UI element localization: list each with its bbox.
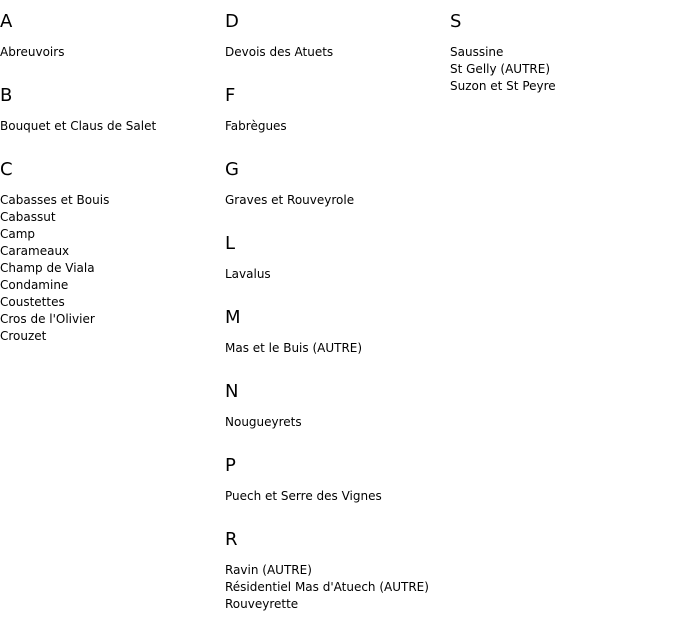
list-item[interactable]: Nougueyrets	[225, 415, 302, 429]
letter-group-s	[450, 10, 670, 93]
list-item[interactable]: St Gelly (AUTRE)	[450, 62, 551, 76]
group-letter: A	[0, 11, 13, 32]
list-item[interactable]: Résidentiel Mas d'Atuech (AUTRE)	[225, 580, 429, 594]
index-column-3	[450, 10, 670, 93]
list-item[interactable]: Coustettes	[0, 295, 65, 309]
list-item[interactable]: Fabrègues	[225, 119, 287, 133]
list-item[interactable]: Cabassut	[0, 210, 56, 224]
list-item[interactable]: Cros de l'Olivier	[0, 312, 95, 326]
list-item[interactable]: Ravin (AUTRE)	[225, 563, 312, 577]
index-column-2	[225, 10, 445, 611]
group-items	[0, 192, 220, 345]
list-item[interactable]: Rouveyrette	[225, 597, 299, 611]
list-item[interactable]: Bouquet et Claus de Salet	[0, 119, 157, 133]
letter-group-r	[225, 528, 445, 611]
group-items	[225, 340, 445, 357]
list-item[interactable]: Abreuvoirs	[0, 45, 65, 59]
letter-group-d	[225, 10, 445, 84]
list-item[interactable]: Suzon et St Peyre	[450, 79, 556, 93]
group-letter: L	[225, 233, 236, 254]
group-items	[450, 44, 670, 95]
group-letter: S	[450, 11, 462, 32]
letter-group-n	[225, 380, 445, 454]
group-letter: D	[225, 11, 239, 32]
list-item[interactable]: Condamine	[0, 278, 69, 292]
group-items	[225, 414, 445, 431]
group-letter: M	[225, 307, 241, 328]
group-letter: G	[225, 159, 239, 180]
group-letter: F	[225, 85, 236, 106]
group-letter: P	[225, 455, 236, 476]
group-items	[225, 488, 445, 505]
letter-group-a	[0, 10, 220, 84]
list-item[interactable]: Puech et Serre des Vignes	[225, 489, 382, 503]
group-items	[225, 562, 445, 613]
group-items	[225, 192, 445, 209]
group-letter: C	[0, 159, 13, 180]
list-item[interactable]: Graves et Rouveyrole	[225, 193, 355, 207]
group-letter: R	[225, 529, 238, 550]
list-item[interactable]: Lavalus	[225, 267, 271, 281]
letter-group-c	[0, 158, 220, 343]
group-items	[0, 118, 220, 135]
list-item[interactable]: Carameaux	[0, 244, 70, 258]
list-item[interactable]: Camp	[0, 227, 36, 241]
list-item[interactable]: Champ de Viala	[0, 261, 95, 275]
list-item[interactable]: Cabasses et Bouis	[0, 193, 110, 207]
letter-group-b	[0, 84, 220, 158]
list-item[interactable]: Saussine	[450, 45, 504, 59]
group-items	[0, 44, 220, 61]
group-items	[225, 118, 445, 135]
letter-group-f	[225, 84, 445, 158]
letter-group-p	[225, 454, 445, 528]
letter-group-g	[225, 158, 445, 232]
list-item[interactable]: Mas et le Buis (AUTRE)	[225, 341, 363, 355]
group-items	[225, 266, 445, 283]
letter-group-m	[225, 306, 445, 380]
index-column-1	[0, 10, 220, 343]
group-letter: B	[0, 85, 13, 106]
letter-group-l	[225, 232, 445, 306]
group-letter: N	[225, 381, 239, 402]
list-item[interactable]: Devois des Atuets	[225, 45, 334, 59]
list-item[interactable]: Crouzet	[0, 329, 47, 343]
group-items	[225, 44, 445, 61]
